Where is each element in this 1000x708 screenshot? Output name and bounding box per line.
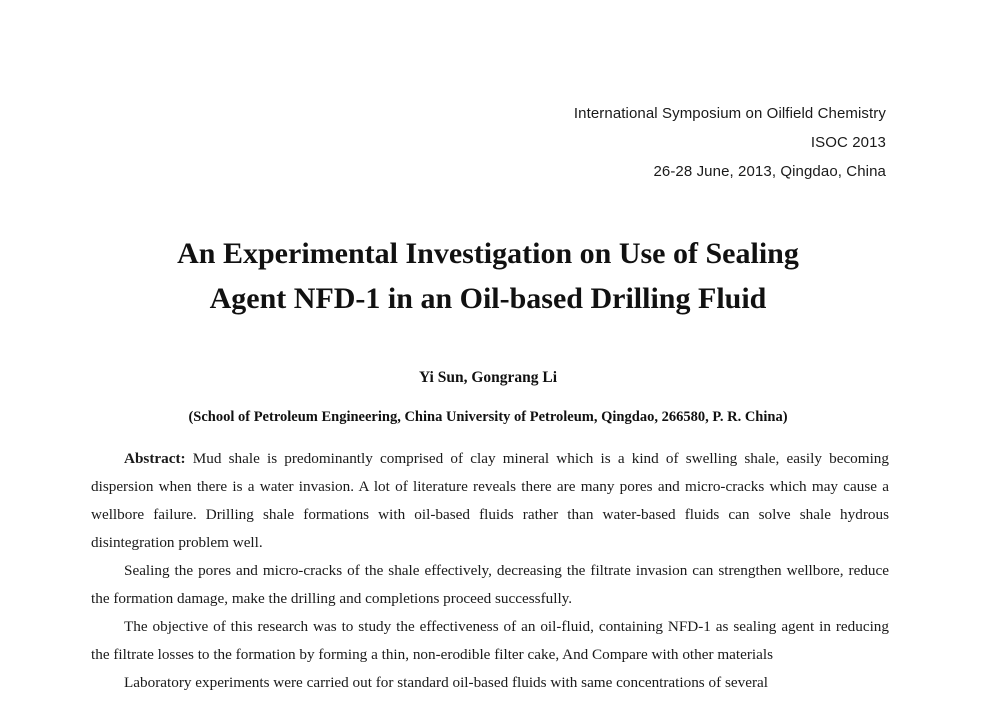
conference-date-place: 26-28 June, 2013, Qingdao, China	[653, 163, 886, 180]
paper-authors: Yi Sun, Gongrang Li	[418, 369, 558, 386]
abstract-body	[91, 445, 889, 697]
abstract-paragraph: The objective of this research was to study the effectiveness of an oil-fluid, containing NFD-1 as sealing agent in reducing the filtrate losses to the formation by forming a thin, non-erodible filter cake, And Compare with other materials	[91, 618, 889, 663]
conference-short-name: ISOC 2013	[810, 134, 886, 151]
abstract-paragraph: Laboratory experiments were carried out for standard oil-based fluids with same concentrations of several	[124, 674, 768, 691]
paper-title-line-1: An Experimental Investigation on Use of Sealing	[177, 237, 799, 270]
abstract-paragraph: Sealing the pores and micro-cracks of the shale effectively, decreasing the filtrate invasion can strengthen wellbore, reduce the formation damage, make the drilling and completions proceed successfully.	[91, 562, 889, 607]
paper-title-line-2: Agent NFD-1 in an Oil-based Drilling Fluid	[209, 282, 767, 315]
abstract-label: Abstract:	[124, 450, 186, 467]
conference-name: International Symposium on Oilfield Chemistry	[573, 105, 886, 122]
abstract-paragraph	[91, 445, 889, 557]
conference-header	[574, 99, 886, 186]
paper-title	[0, 231, 976, 321]
paper-affiliation: (School of Petroleum Engineering, China University of Petroleum, Qingdao, 266580, P. R. China)	[188, 409, 788, 425]
abstract-paragraph-text: Mud shale is predominantly comprised of clay mineral which is a kind of swelling shale, easily becoming dispersion when there is a water invasion. A lot of literature reveals there are many pores and micro-cracks which may cause a wellbore failure. Drilling shale formations with oil-based fluids rather than water-based fluids can solve shale hydrous disintegration problem well.	[91, 450, 889, 551]
